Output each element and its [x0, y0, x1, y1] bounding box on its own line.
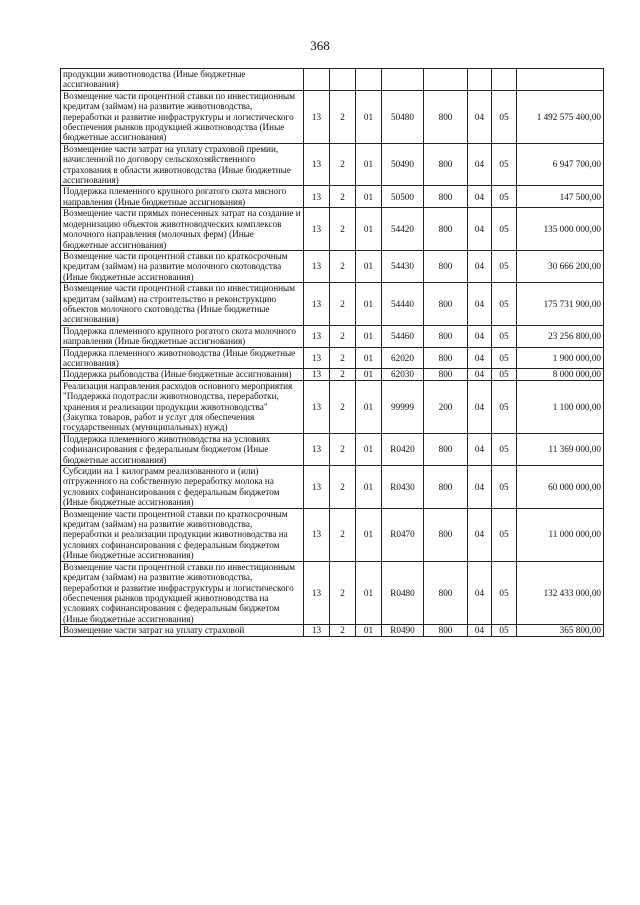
amount-cell: 175 731 900,00	[517, 283, 604, 326]
amount-cell: 132 433 000,00	[517, 561, 604, 624]
activity-code-cell: 01	[356, 466, 382, 509]
activity-code-cell: 01	[356, 369, 382, 380]
subsection-cell: 05	[492, 508, 517, 561]
table-row	[61, 186, 604, 208]
section-cell: 04	[468, 208, 492, 251]
section-cell: 04	[468, 433, 492, 465]
subsection-cell: 05	[492, 90, 517, 143]
activity-code-cell: 01	[356, 90, 382, 143]
amount-cell: 30 666 200,00	[517, 250, 604, 282]
expense-type-cell	[424, 69, 468, 91]
amount-cell: 6 947 700,00	[517, 143, 604, 186]
expense-direction-cell: R0420	[382, 433, 424, 465]
row-name-cell: Возмещение части процентной ставки по краткосрочным кредитам (займам) на развитие животноводства, переработки и реализации продукции животноводства на условиях софинансирования с федеральным бюджетом (Иные бюджетные ассигнования)	[61, 508, 304, 561]
section-cell: 04	[468, 143, 492, 186]
subsection-cell: 05	[492, 625, 517, 636]
subsection-cell: 05	[492, 143, 517, 186]
expense-type-cell: 800	[424, 90, 468, 143]
expense-type-cell: 800	[424, 208, 468, 251]
subsection-cell: 05	[492, 466, 517, 509]
row-name-cell: Возмещение части процентной ставки по краткосрочным кредитам (займам) на развитие молочного скотоводства (Иные бюджетные ассигнования)	[61, 250, 304, 282]
amount-cell: 8 000 000,00	[517, 369, 604, 380]
activity-code-cell: 01	[356, 283, 382, 326]
activity-code-cell: 01	[356, 625, 382, 636]
subsection-cell: 05	[492, 325, 517, 347]
expense-direction-cell: R0470	[382, 508, 424, 561]
table-row	[61, 347, 604, 369]
row-name-cell: Возмещение части процентной ставки по инвестиционным кредитам (займам) на развитие животноводства, переработки и развитие инфраструктуры и логистического обеспечения рынков продукцией животноводства (Иные бюджетные ассигнования)	[61, 90, 304, 143]
expense-direction-cell: 50490	[382, 143, 424, 186]
row-name-cell: Возмещение части затрат на уплату страховой премии, начисленной по договору сельскохозяйственного страхования в области животноводства (Иные бюджетные ассигнования)	[61, 143, 304, 186]
subsection-cell	[492, 69, 517, 91]
activity-code-cell: 01	[356, 561, 382, 624]
subsection-cell: 05	[492, 283, 517, 326]
table-row	[61, 143, 604, 186]
subsection-cell: 05	[492, 250, 517, 282]
table-row	[61, 466, 604, 509]
section-cell: 04	[468, 186, 492, 208]
expense-type-cell: 800	[424, 369, 468, 380]
table-row	[61, 561, 604, 624]
expense-type-cell: 800	[424, 561, 468, 624]
activity-code-cell: 01	[356, 143, 382, 186]
row-name-cell: Возмещение части процентной ставки по инвестиционным кредитам (займам) на строительство и реконструкцию объектов молочного скотоводства (Иные бюджетные ассигнования)	[61, 283, 304, 326]
subprogram-code-cell: 2	[330, 625, 356, 636]
table-row	[61, 380, 604, 433]
subprogram-code-cell: 2	[330, 561, 356, 624]
section-cell: 04	[468, 466, 492, 509]
activity-code-cell: 01	[356, 380, 382, 433]
subprogram-code-cell: 2	[330, 90, 356, 143]
program-code-cell: 13	[304, 186, 330, 208]
subprogram-code-cell: 2	[330, 250, 356, 282]
activity-code-cell: 01	[356, 433, 382, 465]
program-code-cell: 13	[304, 433, 330, 465]
expense-type-cell: 800	[424, 508, 468, 561]
table-row	[61, 208, 604, 251]
expense-direction-cell: 50480	[382, 90, 424, 143]
row-name-cell: Возмещение части процентной ставки по инвестиционным кредитам (займам) на развитие животноводства, переработки и развитие инфраструктуры и логистического обеспечения рынков продукцией животноводства на условиях софинансирования с федеральным бюджетом (Иные бюджетные ассигнования)	[61, 561, 304, 624]
expense-direction-cell: 62020	[382, 347, 424, 369]
amount-cell: 1 900 000,00	[517, 347, 604, 369]
row-name-cell: Возмещение части затрат на уплату страховой	[61, 625, 304, 636]
subprogram-code-cell: 2	[330, 283, 356, 326]
activity-code-cell: 01	[356, 250, 382, 282]
row-name-cell: Поддержка племенного животноводства на условиях софинансирования с федеральным бюджетом (Иные бюджетные ассигнования)	[61, 433, 304, 465]
amount-cell: 60 000 000,00	[517, 466, 604, 509]
subprogram-code-cell	[330, 69, 356, 91]
section-cell: 04	[468, 347, 492, 369]
subprogram-code-cell: 2	[330, 380, 356, 433]
subprogram-code-cell: 2	[330, 433, 356, 465]
expense-direction-cell: R0480	[382, 561, 424, 624]
table-row	[61, 250, 604, 282]
expense-direction-cell: 54420	[382, 208, 424, 251]
section-cell: 04	[468, 561, 492, 624]
row-name-cell: Реализация направления расходов основного мероприятия "Поддержка подотрасли животноводства, переработки, хранения и реализации продукции животноводства" (Закупка товаров, работ и услуг для обеспечения государственных (муниципальных) нужд)	[61, 380, 304, 433]
expense-direction-cell: 54460	[382, 325, 424, 347]
amount-cell: 1 492 575 400,00	[517, 90, 604, 143]
expense-direction-cell: 54440	[382, 283, 424, 326]
amount-cell: 11 000 000,00	[517, 508, 604, 561]
expense-direction-cell: 54430	[382, 250, 424, 282]
section-cell: 04	[468, 325, 492, 347]
table-row	[61, 69, 604, 91]
table-row	[61, 369, 604, 380]
program-code-cell: 13	[304, 283, 330, 326]
expense-type-cell: 800	[424, 143, 468, 186]
program-code-cell	[304, 69, 330, 91]
table-row	[61, 625, 604, 636]
row-name-cell: Поддержка рыбоводства (Иные бюджетные ассигнования)	[61, 369, 304, 380]
expense-direction-cell	[382, 69, 424, 91]
budget-table	[60, 68, 604, 637]
table-row	[61, 325, 604, 347]
expense-type-cell: 800	[424, 250, 468, 282]
program-code-cell: 13	[304, 347, 330, 369]
row-name-cell: Возмещение части прямых понесенных затрат на создание и модернизацию объектов животноводческих комплексов молочного направления (молочных ферм) (Иные бюджетные ассигнования)	[61, 208, 304, 251]
expense-type-cell: 800	[424, 283, 468, 326]
subprogram-code-cell: 2	[330, 186, 356, 208]
subsection-cell: 05	[492, 369, 517, 380]
expense-type-cell: 800	[424, 347, 468, 369]
page-number: 368	[310, 38, 330, 53]
section-cell: 04	[468, 369, 492, 380]
activity-code-cell: 01	[356, 347, 382, 369]
program-code-cell: 13	[304, 90, 330, 143]
amount-cell	[517, 69, 604, 91]
activity-code-cell: 01	[356, 325, 382, 347]
subprogram-code-cell: 2	[330, 208, 356, 251]
section-cell: 04	[468, 508, 492, 561]
expense-direction-cell: 50500	[382, 186, 424, 208]
row-name-cell: Субсидии на 1 килограмм реализованного и (или) отгруженного на собственную переработку молока на условиях софинансирования с федеральным бюджетом (Иные бюджетные ассигнования)	[61, 466, 304, 509]
section-cell: 04	[468, 250, 492, 282]
activity-code-cell	[356, 69, 382, 91]
section-cell: 04	[468, 283, 492, 326]
row-name-cell: Поддержка племенного крупного рогатого скота молочного направления (Иные бюджетные ассигнования)	[61, 325, 304, 347]
row-name-cell: Поддержка племенного крупного рогатого скота мясного направления (Иные бюджетные ассигнования)	[61, 186, 304, 208]
table-row	[61, 433, 604, 465]
expense-type-cell: 800	[424, 325, 468, 347]
expense-direction-cell: R0430	[382, 466, 424, 509]
activity-code-cell: 01	[356, 208, 382, 251]
program-code-cell: 13	[304, 466, 330, 509]
subprogram-code-cell: 2	[330, 508, 356, 561]
program-code-cell: 13	[304, 380, 330, 433]
section-cell: 04	[468, 625, 492, 636]
expense-type-cell: 200	[424, 380, 468, 433]
subsection-cell: 05	[492, 208, 517, 251]
subsection-cell: 05	[492, 186, 517, 208]
subprogram-code-cell: 2	[330, 143, 356, 186]
amount-cell: 147 500,00	[517, 186, 604, 208]
program-code-cell: 13	[304, 508, 330, 561]
expense-type-cell: 800	[424, 433, 468, 465]
program-code-cell: 13	[304, 625, 330, 636]
amount-cell: 365 800,00	[517, 625, 604, 636]
expense-direction-cell: 62030	[382, 369, 424, 380]
program-code-cell: 13	[304, 325, 330, 347]
table-row	[61, 283, 604, 326]
expense-direction-cell: 99999	[382, 380, 424, 433]
activity-code-cell: 01	[356, 186, 382, 208]
activity-code-cell: 01	[356, 508, 382, 561]
program-code-cell: 13	[304, 561, 330, 624]
program-code-cell: 13	[304, 369, 330, 380]
subprogram-code-cell: 2	[330, 325, 356, 347]
section-cell	[468, 69, 492, 91]
amount-cell: 135 000 000,00	[517, 208, 604, 251]
section-cell: 04	[468, 90, 492, 143]
program-code-cell: 13	[304, 208, 330, 251]
subsection-cell: 05	[492, 347, 517, 369]
subprogram-code-cell: 2	[330, 347, 356, 369]
amount-cell: 23 256 800,00	[517, 325, 604, 347]
table-row	[61, 508, 604, 561]
expense-type-cell: 800	[424, 466, 468, 509]
program-code-cell: 13	[304, 143, 330, 186]
expense-type-cell: 800	[424, 186, 468, 208]
subprogram-code-cell: 2	[330, 369, 356, 380]
table-row	[61, 90, 604, 143]
subprogram-code-cell: 2	[330, 466, 356, 509]
section-cell: 04	[468, 380, 492, 433]
subsection-cell: 05	[492, 433, 517, 465]
subsection-cell: 05	[492, 380, 517, 433]
subsection-cell: 05	[492, 561, 517, 624]
expense-direction-cell: R0490	[382, 625, 424, 636]
program-code-cell: 13	[304, 250, 330, 282]
row-name-cell: продукции животноводства (Иные бюджетные ассигнования)	[61, 69, 304, 91]
amount-cell: 11 369 000,00	[517, 433, 604, 465]
row-name-cell: Поддержка племенного животноводства (Иные бюджетные ассигнования)	[61, 347, 304, 369]
expense-type-cell: 800	[424, 625, 468, 636]
amount-cell: 1 100 000,00	[517, 380, 604, 433]
